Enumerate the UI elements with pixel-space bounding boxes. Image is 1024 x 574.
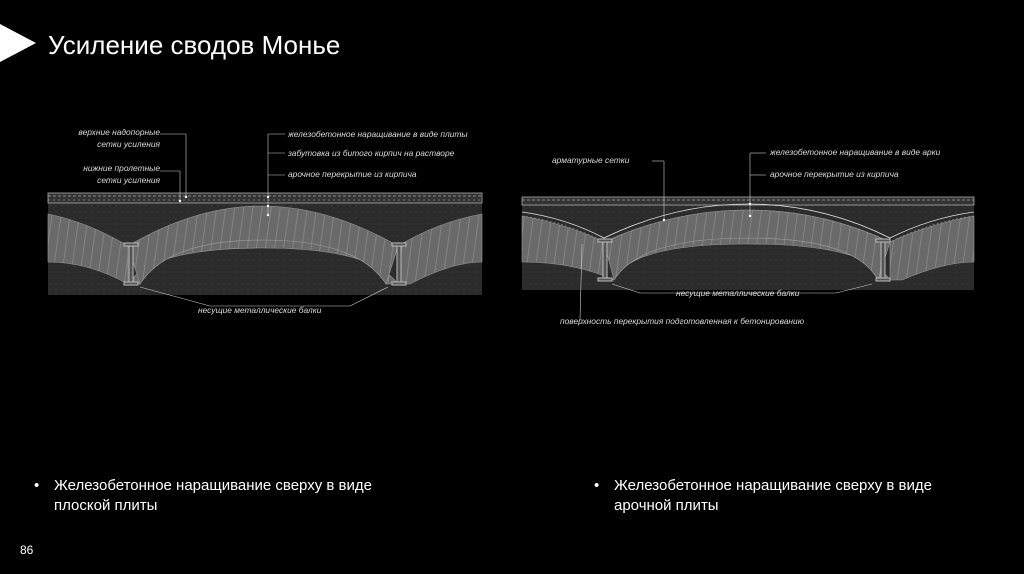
label-arch-floor-right: арочное перекрытие из кирпича — [770, 169, 899, 179]
label-arch-floor: арочное перекрытие из кирпича — [288, 169, 417, 179]
label-rc-arch: железобетонное наращивание в виде арки — [770, 147, 941, 157]
bullet-left — [34, 476, 372, 516]
label-lower-mesh: нижние пролетные — [83, 163, 160, 173]
bullet-left-line2: плоской плиты — [54, 497, 158, 514]
label-mesh: арматурные сетки — [552, 155, 630, 165]
right-vault-section — [522, 147, 974, 326]
label-lower-mesh-2: сетки усиления — [97, 175, 160, 185]
bullet-dot-icon: • — [34, 477, 40, 494]
slide-title: Усиление сводов Монье — [48, 30, 341, 60]
bullet-dot-icon: • — [594, 477, 600, 494]
label-surface: поверхность перекрытия подготовленная к бетонированию — [560, 316, 804, 326]
label-beams-right: несущие металлические балки — [676, 288, 800, 298]
label-upper-mesh-2: сетки усиления — [97, 139, 160, 149]
label-brick-fill: забутовка из битого кирпич на растворе — [288, 148, 455, 158]
bullet-right-line1: Железобетонное наращивание сверху в виде — [614, 477, 932, 494]
bullet-right-line2: арочной плиты — [614, 497, 719, 514]
label-beams: несущие металлические балки — [198, 305, 322, 315]
label-rc-slab: железобетонное наращивание в виде плиты — [288, 129, 468, 139]
bullet-right — [594, 476, 932, 516]
label-upper-mesh: верхние надопорные — [78, 127, 160, 137]
page-number: 86 — [20, 543, 34, 557]
bullet-left-line1: Железобетонное наращивание сверху в виде — [54, 477, 372, 494]
left-vault-section — [48, 127, 482, 315]
